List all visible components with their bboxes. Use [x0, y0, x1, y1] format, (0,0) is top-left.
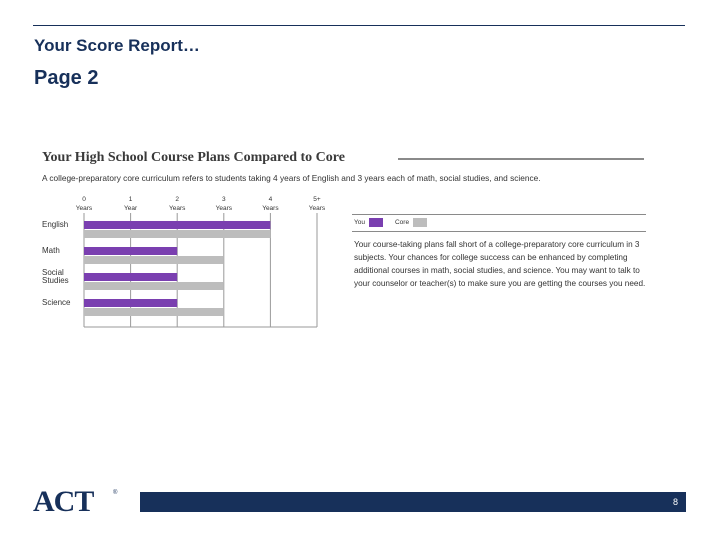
x-tick-value: 5+ — [313, 196, 321, 203]
x-tick-value: 1 — [128, 196, 133, 203]
you-bar — [84, 299, 177, 307]
x-tick-unit: Years — [308, 205, 326, 212]
you-bar — [84, 247, 177, 255]
core-bar — [84, 282, 224, 290]
page-title: Your Score Report… — [34, 36, 200, 55]
chart-legend — [354, 218, 427, 227]
footer-bar — [140, 492, 686, 512]
category-label: Math — [42, 246, 60, 255]
x-tick-value: 2 — [175, 196, 180, 203]
chart-svg — [40, 193, 340, 333]
page-subtitle: Page 2 — [34, 67, 99, 89]
core-bar — [84, 256, 224, 264]
x-tick-unit: Years — [215, 205, 232, 212]
course-plans-chart — [40, 193, 340, 333]
top-rule — [33, 25, 685, 26]
page-number: 8 — [672, 497, 678, 507]
svg-text:®: ® — [113, 490, 118, 496]
act-logo — [33, 485, 125, 515]
explanation-text: Your course-taking plans fall short of a college-preparatory core curriculum in 3 subjects. Your chances for college success can be enhanced by completing additional courses in math, social studies, and science. You may want to talk to your counselor or teacher(s) to make sure you are getting the courses you need. — [354, 240, 646, 288]
report-title: Your High School Course Plans Compared to Core — [42, 150, 345, 165]
course-plans-report — [40, 148, 646, 338]
category-label: Social — [42, 268, 64, 277]
legend-you-swatch — [369, 218, 383, 227]
category-label: Science — [42, 298, 71, 307]
category-label: Studies — [42, 276, 69, 285]
category-label: English — [42, 220, 69, 229]
legend-rule-top — [352, 214, 646, 215]
legend-core-swatch — [413, 218, 427, 227]
legend-rule-bottom — [352, 231, 646, 232]
x-tick-value: 4 — [268, 196, 273, 203]
x-tick-unit: Years — [169, 205, 186, 212]
you-bar — [84, 273, 177, 281]
title-rule — [398, 158, 644, 160]
report-description: A college-preparatory core curriculum refers to students taking 4 years of English and 3 years each of math, social studies, and science. — [42, 173, 541, 183]
x-tick-unit: Year — [124, 205, 138, 212]
x-tick-unit: Years — [75, 205, 93, 212]
svg-text:ACT: ACT — [33, 485, 94, 515]
core-bar — [84, 308, 224, 316]
you-bar — [84, 221, 270, 229]
x-tick-unit: Years — [262, 205, 279, 212]
x-tick-value: 3 — [221, 196, 226, 203]
legend-core-label: Core — [394, 219, 410, 226]
core-bar — [84, 230, 270, 238]
x-tick-value: 0 — [82, 196, 86, 203]
legend-you-label: You — [354, 219, 365, 226]
